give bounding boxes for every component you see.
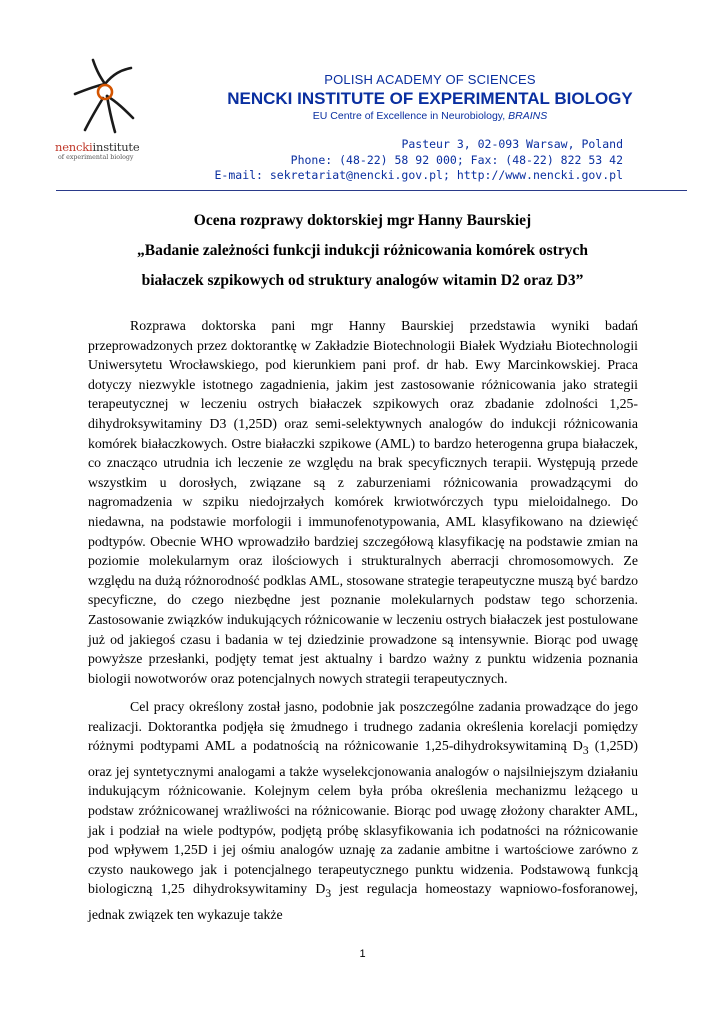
- document-title: [60, 206, 665, 296]
- document-body: [88, 316, 638, 924]
- letterhead: [170, 72, 690, 123]
- header-divider: [56, 190, 687, 191]
- title-line-1: Ocena rozprawy doktorskiej mgr Hanny Baurskiej: [193, 212, 532, 229]
- contact-block: [215, 137, 624, 184]
- page-number: 1: [359, 948, 366, 960]
- logo-name-part1: nencki: [55, 140, 93, 154]
- title-line-2: „Badanie zależności funkcji indukcji różnicowania komórek ostrych: [137, 242, 588, 259]
- subscript-3b: 3: [325, 888, 332, 901]
- academy-name: POLISH ACADEMY OF SCIENCES: [324, 72, 536, 87]
- logo-subtitle: of experimental biology: [58, 154, 134, 161]
- logo-text: [55, 140, 165, 161]
- paragraph-1: Rozprawa doktorska pani mgr Hanny Baurskiej przedstawia wyniki badań przeprowadzonych przez doktorantkę w Zakładzie Biotechnologii Białek Wydziału Biotechnologii Uniwersytetu Wrocławskiego, pod kierunkiem pani prof. dr hab. Ewy Marcinkowskiej. Praca dotyczy niezwykle istotnego zagadnienia, jakim jest zastosowanie różnicowania jako strategii terapeutycznej w leczeniu ostrych białaczek szpikowych oraz zbadanie zdolności 1,25-dihydroksywitaminy D3 (1,25D) oraz semi-selektywnych analogów do indukcji różnicowania komórek białaczkowych. Ostre białaczki szpikowe (AML) to bardzo heterogenna grupa białaczek, co znacząco utrudnia ich leczenie ze względu na brak specyficznych terapii. Występują przede wszystkim u dorosłych, związane są z zaburzeniami różnicowania prowadzącymi do nagromadzenia w szpiku niedojrzałych komórek krwiotwórczych typu mieloidalnego. Do niedawna, na podstawie morfologii i immunofenotypowania, AML klasyfikowano na dziewięć podtypów. Obecnie WHO wprowadziło bardziej szczegółową klasyfikację na podstawie zmian na poziomie molekularnym oraz ilościowych i strukturalnych aberracji chromosomowych. Ze względu na dużą różnorodność podklas AML, stosowane strategie terapeutyczne muszą być bardzo specyficzne, do czego niezbędne jest poznanie molekularnych podstaw tego schorzenia. Zastosowanie związków indukujących różnicowanie w leczeniu ostrych białaczek jest postulowane już od jakiegoś czasu i badania w tej dziedzinie prowadzone są intensywnie. Biorąc pod uwagę powyższe przesłanki, podjęty temat jest aktualny i bardzo ważny z punktu widzenia poznania biologii nowotworów oraz potencjalnych nowych strategii terapeutycznych.: [88, 318, 638, 686]
- centre-prefix: EU Centre of Excellence in Neurobiology,: [312, 110, 509, 122]
- logo-name-part2: institute: [92, 140, 140, 154]
- logo-name: [55, 140, 165, 154]
- centre-name: BRAINS: [508, 110, 548, 122]
- subscript-3a: 3: [582, 745, 589, 758]
- phone-line: Phone: (48-22) 58 92 000; Fax: (48-22) 822 53 42: [290, 152, 623, 167]
- institute-name: NENCKI INSTITUTE OF EXPERIMENTAL BIOLOGY: [227, 89, 633, 108]
- centre-line: [170, 109, 690, 123]
- nencki-logo: [55, 52, 155, 170]
- address-line: Pasteur 3, 02-093 Warsaw, Poland: [401, 137, 623, 151]
- email-line: E-mail: sekretariat@nencki.gov.pl; http://www.nencki.gov.pl: [214, 168, 623, 182]
- paragraph-2-part-2: (1,25D) oraz jej syntetycznymi analogami a także wyselekcjonowania analogów o najsilniejszym działaniu indukującym różnicowanie. Kolejnym celem była próba określenia mechanizmu leżącego u podstaw zróżnicowanej wrażliwości na różnicowanie. Biorąc pod uwagę złożony charakter AML, jak i podział na wiele podtypów, podjętą próbę sklasyfikowania ich podatności na różnicowanie pod wpływem 1,25D i jej ośmiu analogów uznaję za zadanie ambitne i wartościowe zarówno z czysto naukowego jak i potencjalnego terapeutycznego punktu widzenia. Podstawową funkcją biologiczną 1,25 dihydroksywitaminy D: [88, 738, 638, 897]
- nencki-figure-icon: [65, 52, 145, 138]
- paragraph-2: [88, 697, 638, 924]
- title-line-3: białaczek szpikowych od struktury analogów witamin D2 oraz D3”: [141, 272, 584, 289]
- paragraph-2-part-3: jest regulacja homeostazy wapniowo-fosforanowej, jednak związek ten wykazuje także: [88, 881, 638, 922]
- paragraph-2-part-1: Cel pracy określony został jasno, podobnie jak poszczególne zadania prowadzące do jego realizacji. Doktorantka podjęła się żmudnego i trudnego zadania określenia korelacji pomiędzy różnymi podtypami AML a podatnością na różnicowanie 1,25-dihydroksywitaminą D: [88, 699, 638, 754]
